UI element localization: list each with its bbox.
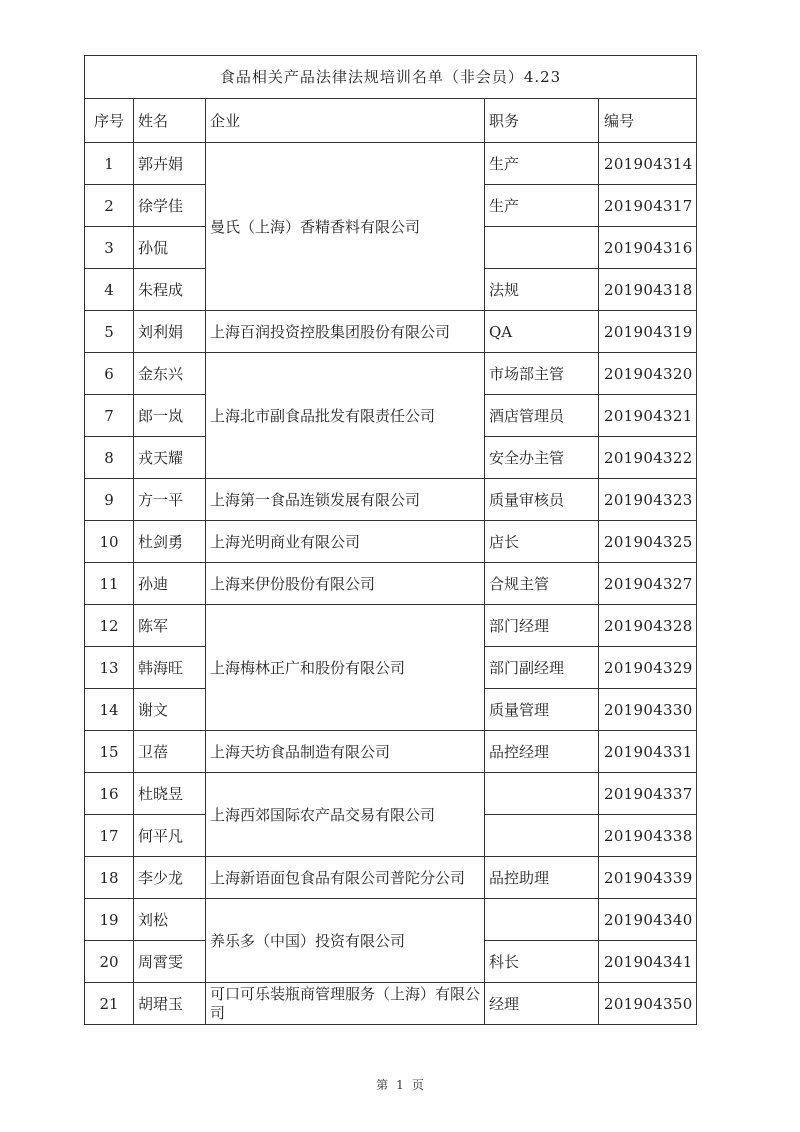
row-code: 201904325 <box>599 521 697 563</box>
row-company: 曼氏（上海）香精香料有限公司 <box>206 143 485 311</box>
row-seq: 2 <box>85 185 134 227</box>
table-row <box>85 731 697 773</box>
table-row <box>85 521 697 563</box>
row-code: 201904340 <box>599 899 697 941</box>
page-footer <box>0 1076 800 1093</box>
row-name: 陈军 <box>134 605 206 647</box>
row-name: 谢文 <box>134 689 206 731</box>
row-seq: 3 <box>85 227 134 269</box>
row-seq: 14 <box>85 689 134 731</box>
row-position: 酒店管理员 <box>485 395 599 437</box>
row-code: 201904341 <box>599 941 697 983</box>
row-position: 生产 <box>485 185 599 227</box>
row-company: 上海天坊食品制造有限公司 <box>206 731 485 773</box>
row-name: 郭卉娟 <box>134 143 206 185</box>
row-name: 孙侃 <box>134 227 206 269</box>
row-position: 安全办主管 <box>485 437 599 479</box>
row-name: 杜晓昱 <box>134 773 206 815</box>
row-seq: 9 <box>85 479 134 521</box>
row-code: 201904318 <box>599 269 697 311</box>
row-name: 方一平 <box>134 479 206 521</box>
row-code: 201904331 <box>599 731 697 773</box>
header-seq: 序号 <box>85 99 134 143</box>
row-company: 上海光明商业有限公司 <box>206 521 485 563</box>
row-company: 养乐多（中国）投资有限公司 <box>206 899 485 983</box>
row-name: 何平凡 <box>134 815 206 857</box>
table-row <box>85 353 697 395</box>
row-name: 胡珺玉 <box>134 983 206 1025</box>
row-seq: 8 <box>85 437 134 479</box>
row-name: 孙迪 <box>134 563 206 605</box>
row-position: 品控助理 <box>485 857 599 899</box>
row-name: 李少龙 <box>134 857 206 899</box>
row-code: 201904317 <box>599 185 697 227</box>
row-position: 市场部主管 <box>485 353 599 395</box>
row-code: 201904328 <box>599 605 697 647</box>
table-row <box>85 983 697 1025</box>
training-roster-table <box>84 55 697 1025</box>
table-row <box>85 143 697 185</box>
row-name: 戎天耀 <box>134 437 206 479</box>
row-company: 上海西郊国际农产品交易有限公司 <box>206 773 485 857</box>
row-seq: 20 <box>85 941 134 983</box>
row-position: 部门经理 <box>485 605 599 647</box>
row-code: 201904323 <box>599 479 697 521</box>
row-company: 上海梅林正广和股份有限公司 <box>206 605 485 731</box>
row-position <box>485 899 599 941</box>
row-position <box>485 815 599 857</box>
row-code: 201904314 <box>599 143 697 185</box>
row-seq: 19 <box>85 899 134 941</box>
row-company: 上海百润投资控股集团股份有限公司 <box>206 311 485 353</box>
row-position: 质量管理 <box>485 689 599 731</box>
row-position: 部门副经理 <box>485 647 599 689</box>
page-number: 1 <box>396 1078 404 1092</box>
row-code: 201904329 <box>599 647 697 689</box>
row-seq: 17 <box>85 815 134 857</box>
table-row <box>85 899 697 941</box>
row-seq: 21 <box>85 983 134 1025</box>
row-seq: 16 <box>85 773 134 815</box>
title-row <box>85 56 697 99</box>
header-name: 姓名 <box>134 99 206 143</box>
row-name: 刘松 <box>134 899 206 941</box>
row-company: 可口可乐装瓶商管理服务（上海）有限公司 <box>206 983 485 1025</box>
row-company: 上海新语面包食品有限公司普陀分公司 <box>206 857 485 899</box>
row-position: 经理 <box>485 983 599 1025</box>
row-name: 周霄雯 <box>134 941 206 983</box>
row-position: 法规 <box>485 269 599 311</box>
row-position: 店长 <box>485 521 599 563</box>
row-code: 201904319 <box>599 311 697 353</box>
page-label-suffix: 页 <box>411 1078 424 1092</box>
row-code: 201904330 <box>599 689 697 731</box>
row-company: 上海第一食品连锁发展有限公司 <box>206 479 485 521</box>
row-code: 201904321 <box>599 395 697 437</box>
table-row <box>85 563 697 605</box>
row-name: 刘利娟 <box>134 311 206 353</box>
row-name: 韩海旺 <box>134 647 206 689</box>
row-seq: 11 <box>85 563 134 605</box>
row-seq: 15 <box>85 731 134 773</box>
table-row <box>85 311 697 353</box>
page-label-prefix: 第 <box>376 1078 389 1092</box>
row-seq: 13 <box>85 647 134 689</box>
header-code: 编号 <box>599 99 697 143</box>
row-name: 杜剑勇 <box>134 521 206 563</box>
row-position <box>485 227 599 269</box>
table-row <box>85 479 697 521</box>
row-seq: 7 <box>85 395 134 437</box>
row-seq: 12 <box>85 605 134 647</box>
header-company: 企业 <box>206 99 485 143</box>
row-code: 201904339 <box>599 857 697 899</box>
row-seq: 6 <box>85 353 134 395</box>
row-position: QA <box>485 311 599 353</box>
row-code: 201904327 <box>599 563 697 605</box>
row-name: 郎一岚 <box>134 395 206 437</box>
row-code: 201904338 <box>599 815 697 857</box>
row-name: 朱程成 <box>134 269 206 311</box>
row-position: 合规主管 <box>485 563 599 605</box>
table-row <box>85 605 697 647</box>
document-title: 食品相关产品法律法规培训名单（非会员）4.23 <box>85 56 697 99</box>
row-company: 上海北市副食品批发有限责任公司 <box>206 353 485 479</box>
table-row <box>85 857 697 899</box>
row-seq: 1 <box>85 143 134 185</box>
row-code: 201904316 <box>599 227 697 269</box>
row-code: 201904337 <box>599 773 697 815</box>
row-code: 201904320 <box>599 353 697 395</box>
row-name: 卫蓓 <box>134 731 206 773</box>
row-position <box>485 773 599 815</box>
header-position: 职务 <box>485 99 599 143</box>
row-code: 201904322 <box>599 437 697 479</box>
row-code: 201904350 <box>599 983 697 1025</box>
row-seq: 5 <box>85 311 134 353</box>
row-position: 生产 <box>485 143 599 185</box>
row-company: 上海来伊份股份有限公司 <box>206 563 485 605</box>
row-position: 质量审核员 <box>485 479 599 521</box>
header-row <box>85 99 697 143</box>
row-seq: 18 <box>85 857 134 899</box>
row-position: 品控经理 <box>485 731 599 773</box>
row-name: 徐学佳 <box>134 185 206 227</box>
row-name: 金东兴 <box>134 353 206 395</box>
row-seq: 4 <box>85 269 134 311</box>
row-position: 科长 <box>485 941 599 983</box>
table-row <box>85 773 697 815</box>
row-seq: 10 <box>85 521 134 563</box>
